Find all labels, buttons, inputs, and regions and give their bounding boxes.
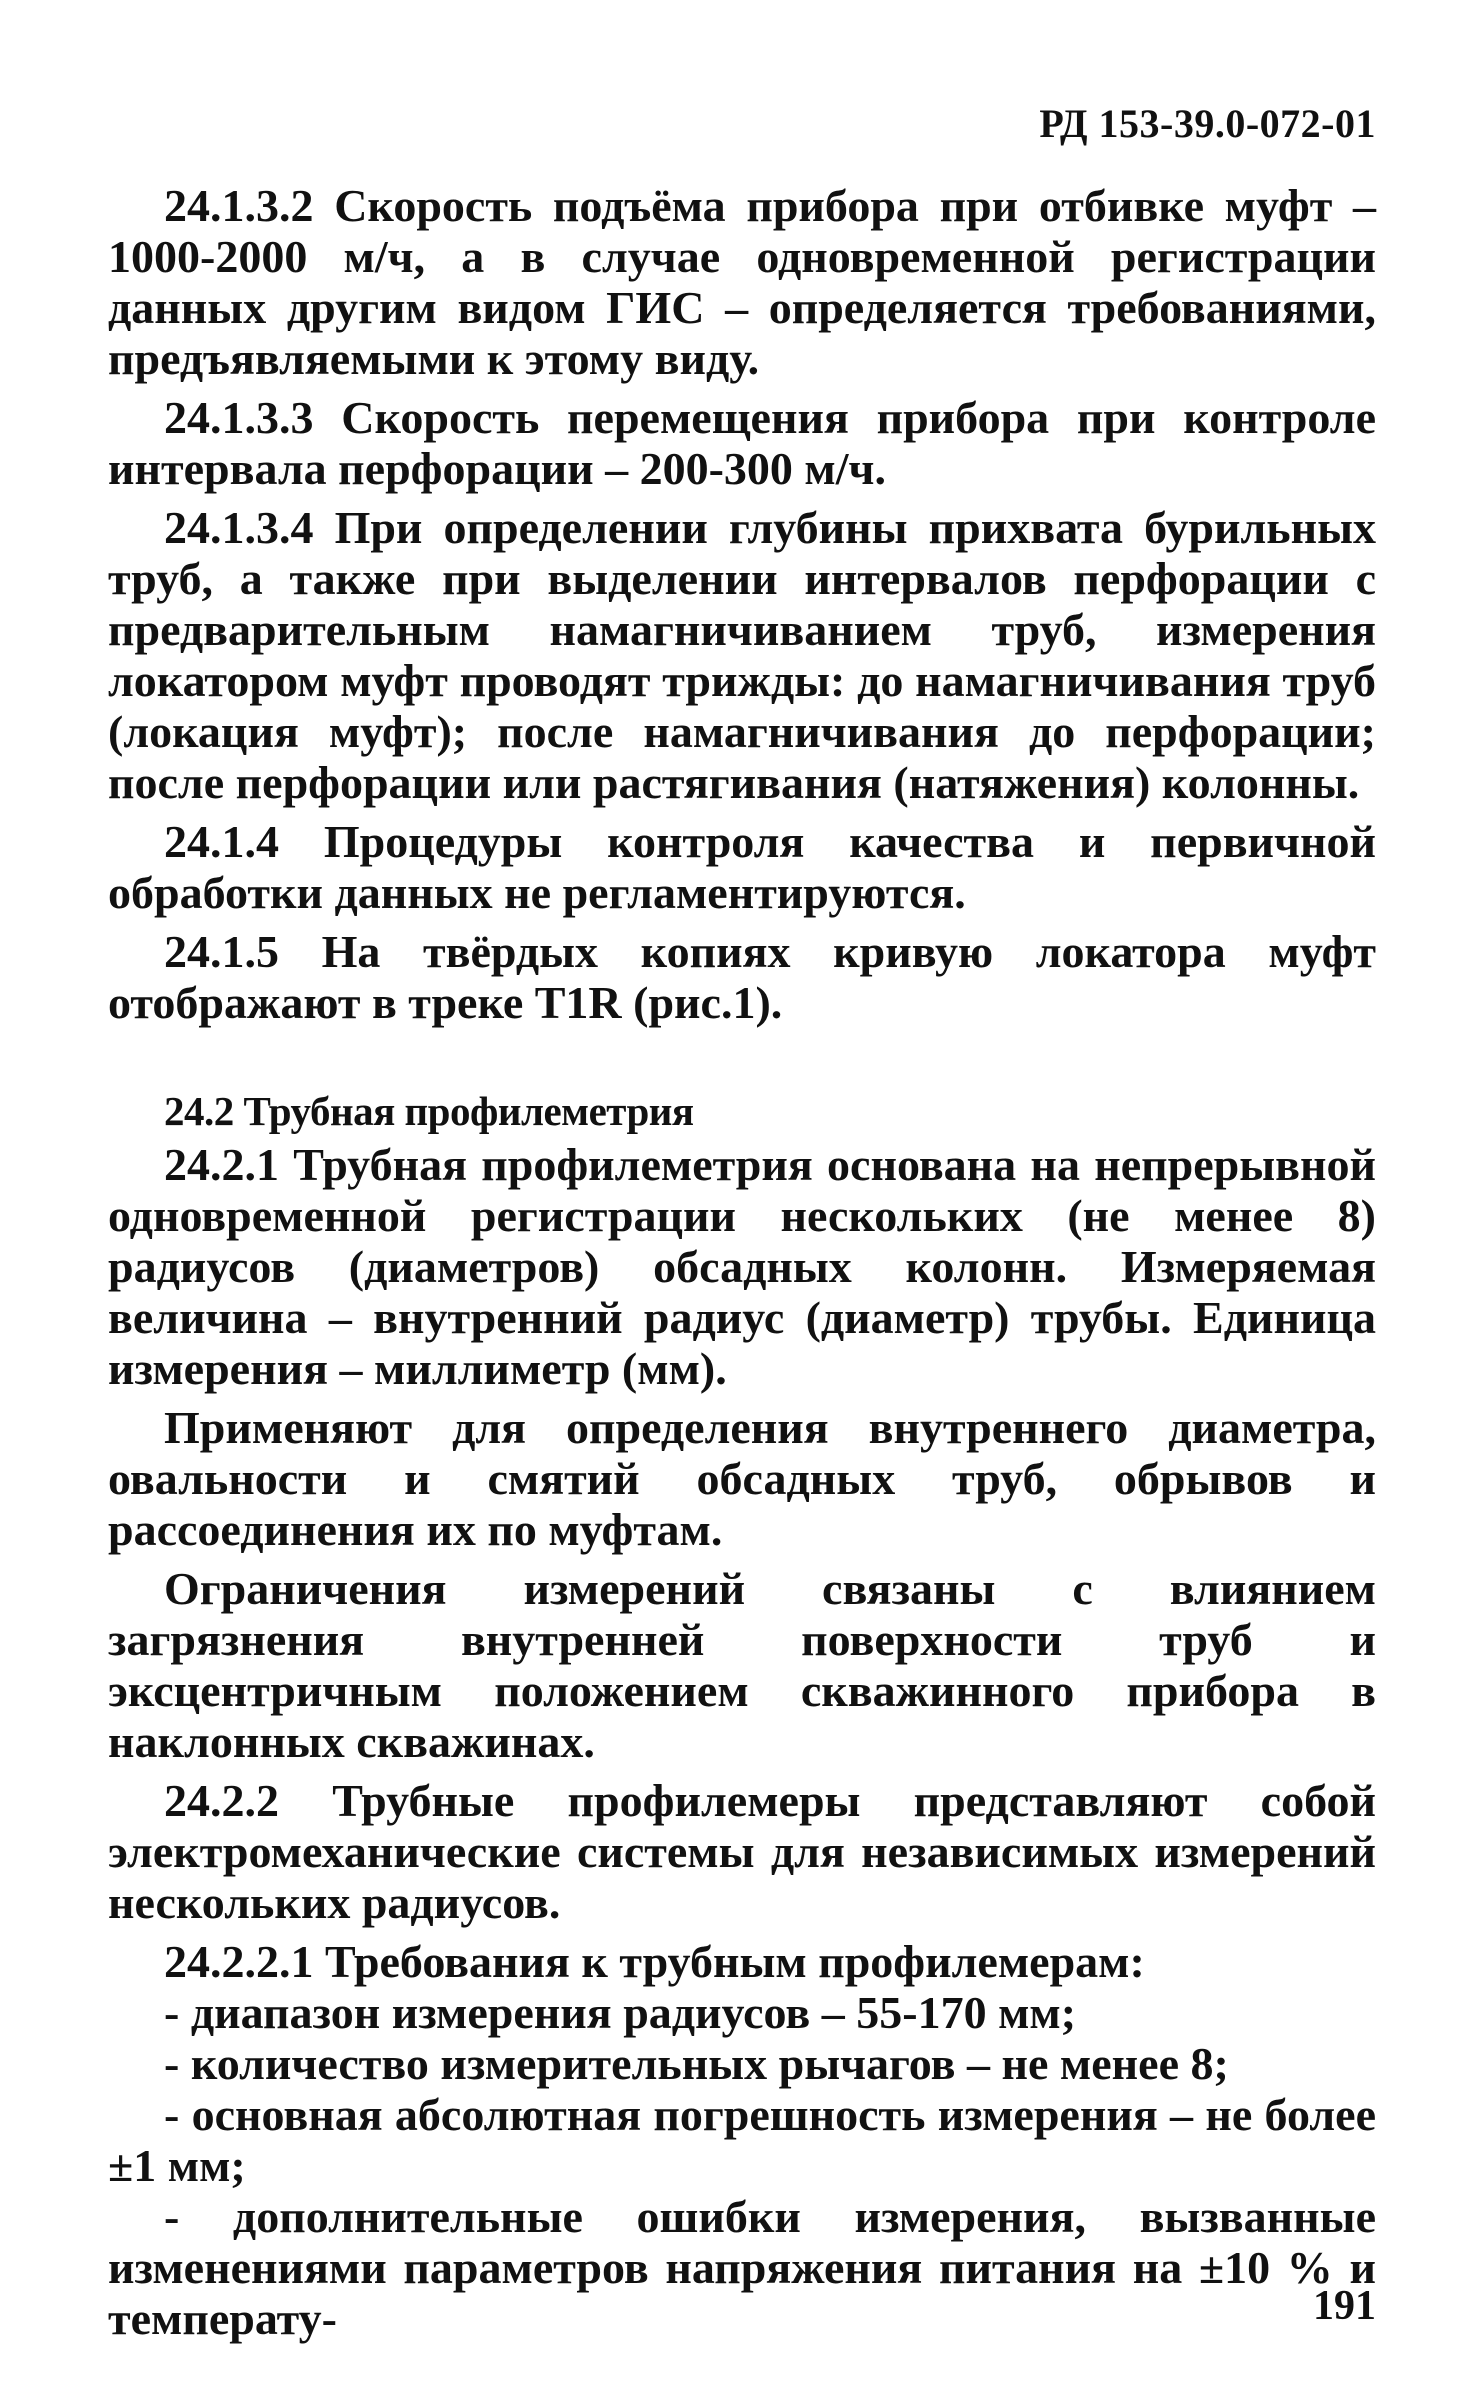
page-content [108,180,1376,2344]
paragraph-24-1-3-3: 24.1.3.3 Скорость перемещения прибора при контроле интервала перфорации – 200-300 м/ч. [108,392,1376,494]
list-item: - основная абсолютная погрешность измерения – не более ±1 мм; [108,2089,1376,2191]
paragraph-24-1-5: 24.1.5 На твёрдых копиях кривую локатора муфт отображают в треке T1R (рис.1). [108,926,1376,1028]
paragraph-24-1-3-2: 24.1.3.2 Скорость подъёма прибора при отбивке муфт – 1000-2000 м/ч, а в случае одновременной регистрации данных другим видом ГИС – определяется требованиями, предъявляемыми к этому виду. [108,180,1376,384]
section-heading: 24.2 Трубная профилеметрия [164,1088,694,1134]
paragraph-24-1-4: 24.1.4 Процедуры контроля качества и первичной обработки данных не регламентируются. [108,816,1376,918]
list-item: - количество измерительных рычагов – не менее 8; [164,2038,1229,2089]
list-item: - дополнительные ошибки измерения, вызванные изменениями параметров напряжения питания на ±10 % и температу- [108,2191,1376,2344]
page-number: 191 [1313,2283,1376,2329]
paragraph-limitations: Ограничения измерений связаны с влиянием загрязнения внутренней поверхности труб и эксцентричным положением скважинного прибора в наклонных скважинах. [108,1563,1376,1767]
paragraph-24-1-3-4: 24.1.3.4 При определении глубины прихвата бурильных труб, а также при выделении интервалов перфорации с предварительным намагничиванием труб, измерения локатором муфт проводят трижды: до намагничивания труб (локация муфт); после намагничивания до перфорации; после перфорации или растягивания (натяжения) колонны. [108,502,1376,808]
paragraph-application: Применяют для определения внутреннего диаметра, овальности и смятий обсадных труб, обрывов и рассоединения их по муфтам. [108,1402,1376,1555]
paragraph-24-2-2: 24.2.2 Трубные профилемеры представляют собой электромеханические системы для независимых измерений нескольких радиусов. [108,1775,1376,1928]
paragraph-24-2-2-1: 24.2.2.1 Требования к трубным профилемерам: [164,1936,1145,1987]
paragraph-24-2-1: 24.2.1 Трубная профилеметрия основана на непрерывной одновременной регистрации нескольких (не менее 8) радиусов (диаметров) обсадных колонн. Измеряемая величина – внутренний радиус (диаметр) трубы. Единица измерения – миллиметр (мм). [108,1139,1376,1394]
document-page [108,100,1376,2344]
list-item: - диапазон измерения радиусов – 55-170 мм; [164,1987,1077,2038]
document-code: РД 153-39.0-072-01 [1039,101,1376,146]
